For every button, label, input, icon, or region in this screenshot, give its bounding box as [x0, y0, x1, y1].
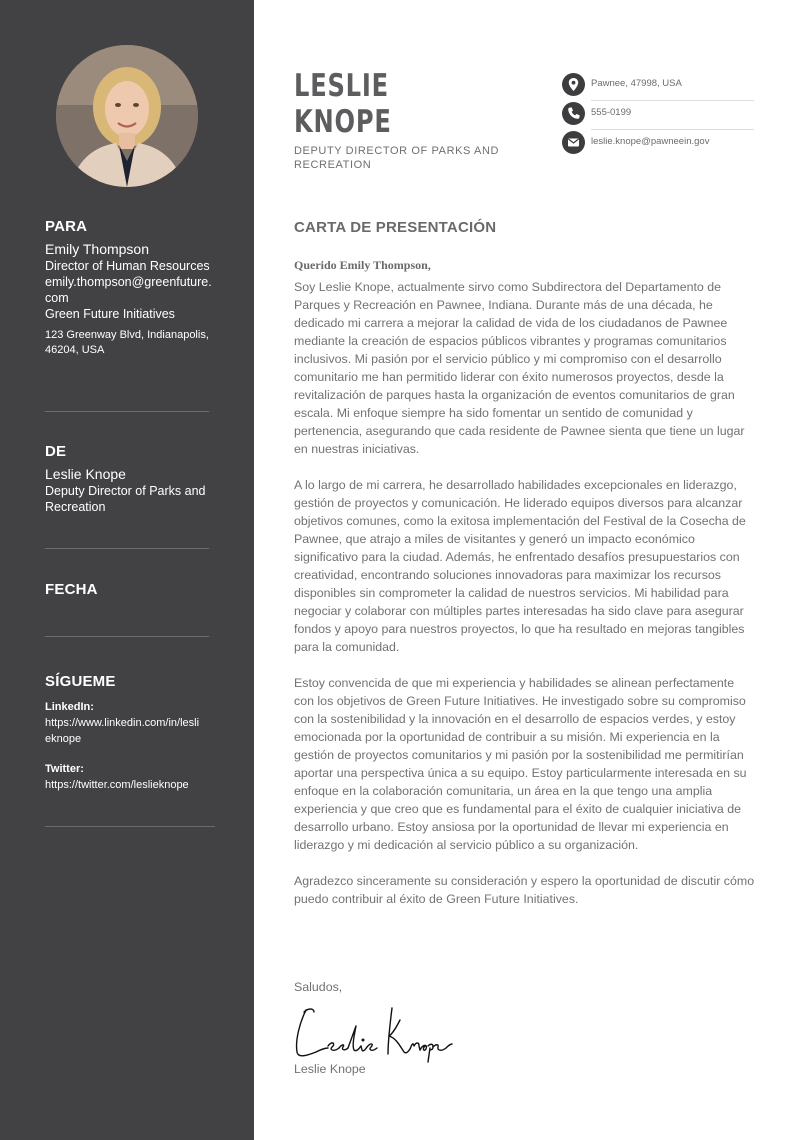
- handwritten-signature: [292, 1000, 462, 1069]
- letter-closing: Saludos,: [294, 980, 343, 994]
- recipient-company: Green Future Initiatives: [45, 307, 175, 321]
- candidate-name: [294, 68, 392, 140]
- phone-icon: [562, 102, 585, 125]
- location-pin-icon: [562, 73, 585, 96]
- sidebar-divider: [45, 636, 209, 637]
- contact-email-row: [562, 130, 754, 159]
- contact-address: Pawnee, 47998, USA: [591, 78, 682, 89]
- recipient-section: [45, 218, 215, 358]
- profile-photo: [56, 45, 198, 187]
- recipient-role: Director of Human Resources: [45, 259, 210, 273]
- recipient-heading: PARA: [45, 218, 88, 235]
- date-heading: FECHA: [45, 581, 98, 598]
- letter-greeting: Querido Emily Thompson,: [294, 258, 431, 272]
- twitter-link[interactable]: https://twitter.com/leslieknope: [45, 779, 189, 791]
- contact-email[interactable]: leslie.knope@pawneein.gov: [591, 136, 710, 147]
- letter-section-title: CARTA DE PRESENTACIÓN: [294, 219, 497, 236]
- signature-image: [292, 1000, 462, 1064]
- date-section: [45, 581, 215, 604]
- contact-address-row: [562, 72, 754, 101]
- recipient-name: Emily Thompson: [45, 241, 150, 257]
- sender-section: [45, 443, 215, 515]
- recipient-address: 123 Greenway Blvd, Indianapolis, 46204, USA: [45, 329, 209, 356]
- twitter-label: Twitter:: [45, 763, 84, 775]
- linkedin-label: LinkedIn:: [45, 701, 94, 713]
- sidebar: [0, 0, 254, 1140]
- sender-role: Deputy Director of Parks and Recreation: [45, 484, 206, 514]
- contact-phone[interactable]: 555-0199: [591, 107, 632, 118]
- letter-body: [294, 278, 756, 926]
- social-heading: SÍGUEME: [45, 673, 116, 690]
- candidate-title: DEPUTY DIRECTOR OF PARKS AND RECREATION: [294, 145, 500, 171]
- letter-paragraph: Agradezco sinceramente su consideración y espero la oportunidad de discutir cómo puedo contribuir al éxito de Green Future Initiatives.: [294, 874, 755, 906]
- email-icon: [562, 131, 585, 154]
- signed-name: Leslie Knope: [294, 1062, 366, 1076]
- social-section: [45, 673, 215, 793]
- letter-paragraph: A lo largo de mi carrera, he desarrollado habilidades excepcionales en liderazgo, gestión de proyectos y comunicación. He liderado equipos diversos para alcanzar objetivos comunes, como la exitosa implementación del Festival de la Cosecha de Pawnee, que atrajo a miles de visitantes y generó un impacto económico significativo para la ciudad. Además, he enfrentado desafíos presupuestarios con creatividad, encontrando soluciones innovadoras para maximizar los recursos disponibles sin comprometer la calidad de nuestros servicios. Mi habilidad para negociar y colaborar con múltiples partes interesadas ha sido clave para asegurar fondos y apoyo para nuestros proyectos, lo que ha resultado en mejoras tangibles para la comunidad.: [294, 478, 746, 654]
- contact-phone-row: [562, 101, 754, 130]
- first-name: LESLIE: [294, 68, 389, 104]
- sidebar-divider: [45, 548, 209, 549]
- last-name: KNOPE: [294, 104, 392, 140]
- letter-paragraph: Estoy convencida de que mi experiencia y habilidades se alinean perfectamente con los objetivos de Green Future Initiatives. He investigado sobre su compromiso con la sostenibilidad y la innovación en el desarrollo de espacios verdes, y estoy emocionada por la oportunidad de contribuir a su misión. Mi experiencia en la gestión de proyectos comunitarios y mi pasión por la sostenibilidad me permitirían aportar una perspectiva única a su equipo. Estoy particularmente interesada en su enfoque en la colaboración comunitaria, un área en la que tengo una amplia experiencia y que creo que es fundamental para el éxito de cualquier iniciativa de desarrollo urbano. Estoy ansiosa por la oportunidad de llevar mi experiencia en liderazgo y mi dedicación al servicio público a su organización.: [294, 676, 747, 852]
- sender-heading: DE: [45, 443, 67, 460]
- sidebar-divider: [45, 411, 209, 412]
- sender-name: Leslie Knope: [45, 466, 126, 482]
- letter-paragraph: Soy Leslie Knope, actualmente sirvo como Subdirectora del Departamento de Parques y Recreación en Pawnee, Indiana. Durante más de una década, he dedicado mi carrera a mejorar la calidad de vida de los ciudadanos de Pawnee mediante la creación de espacios públicos vibrantes y programas comunitarios inclusivos. Mi pasión por el servicio público y mi compromiso con el desarrollo comunitario me han permitido liderar con éxito numerosos proyectos, desde la revitalización de parques hasta la organización de eventos comunitarios de gran escala. Mi enfoque siempre ha sido fomentar un sentido de comunidad y pertenencia, asegurando que cada residente de Pawnee sienta que tiene un lugar en nuestras iniciativas.: [294, 280, 745, 456]
- linkedin-link[interactable]: https://www.linkedin.com/in/leslieknope: [45, 717, 200, 745]
- sidebar-divider: [45, 826, 215, 827]
- recipient-email[interactable]: emily.thompson@greenfuture.com: [45, 275, 212, 305]
